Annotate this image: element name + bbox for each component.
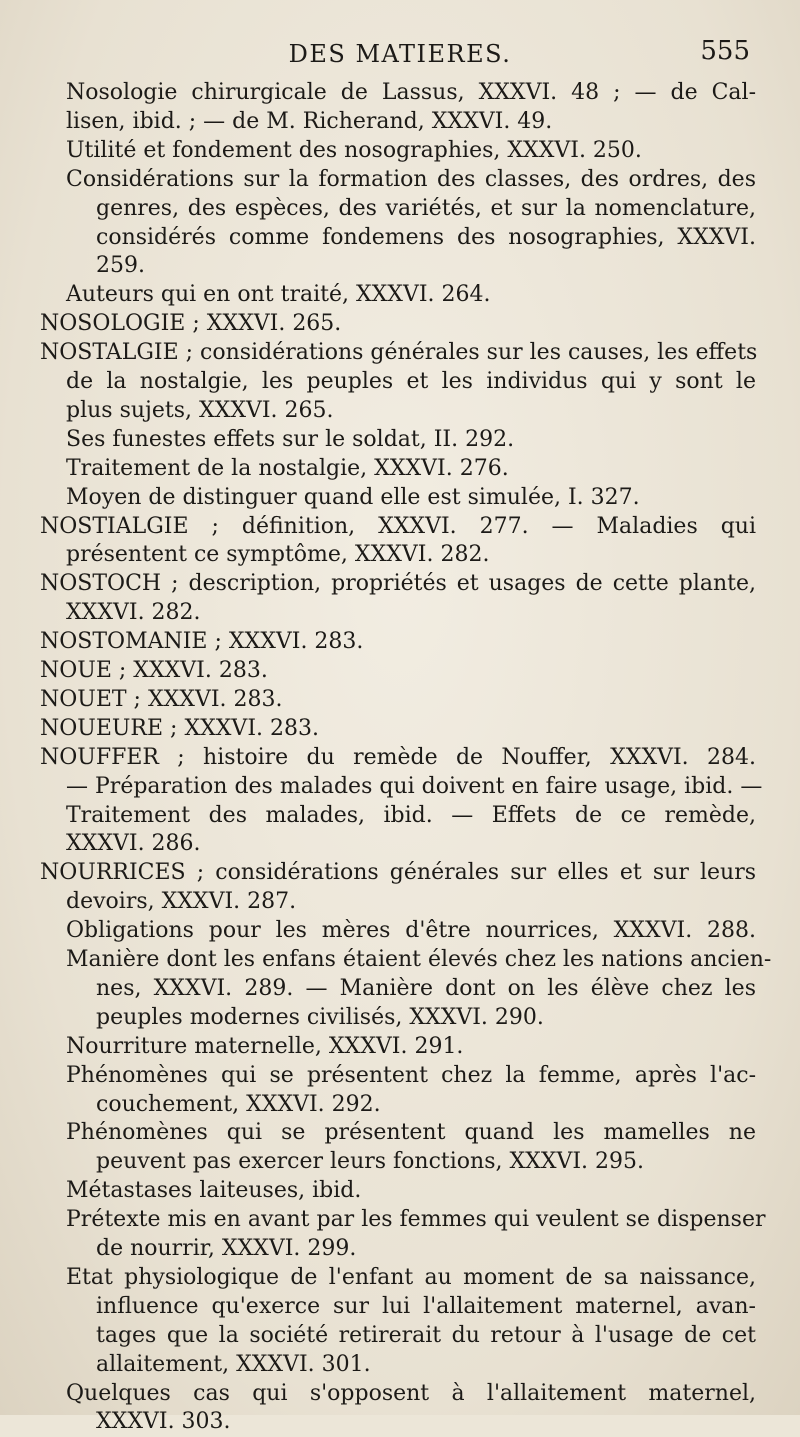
index-line: XXXVI. 282. — [66, 600, 201, 626]
index-line: — Préparation des malades qui doivent en faire usage, ibid. — — [66, 773, 763, 799]
index-line: Traitement de la nostalgie, XXXVI. 276. — [66, 455, 509, 481]
index-line: Prétexte mis en avant par les femmes qui veulent se dispenser — [66, 1207, 766, 1233]
index-line: considérés comme fondemens des nosographies, XXXVI. — [96, 224, 756, 250]
index-line: Nosologie chirurgicale de Lassus, XXXVI. 48 ; — de Cal- — [66, 80, 756, 105]
index-line: couchement, XXXVI. 292. — [96, 1091, 381, 1117]
index-line: Etat physiologique de l'enfant au moment de sa naissance, — [66, 1264, 756, 1290]
page-number: 555 — [700, 36, 750, 66]
index-line: Quelques cas qui s'opposent à l'allaitement maternel, — [66, 1380, 756, 1406]
index-line: Utilité et fondement des nosographies, XXXVI. 250. — [66, 137, 642, 163]
index-line: NOUEURE ; XXXVI. 283. — [40, 715, 319, 741]
index-line: NOSTIALGIE ; définition, XXXVI. 277. — Maladies qui — [40, 513, 756, 539]
index-line: NOUFFER ; histoire du remède de Nouffer, XXXVI. 284. — [40, 744, 756, 770]
index-line: Phénomènes qui se présentent chez la femme, après l'ac- — [66, 1062, 756, 1088]
index-line: de la nostalgie, les peuples et les individus qui y sont le — [66, 369, 756, 394]
index-line: plus sujets, XXXVI. 265. — [66, 397, 334, 423]
index-line: NOSTOCH ; description, propriétés et usages de cette plante, — [40, 571, 756, 597]
index-line: Phénomènes qui se présentent quand les mamelles ne — [66, 1120, 756, 1146]
index-line: XXXVI. 303. — [96, 1409, 231, 1435]
index-line: NOSTOMANIE ; XXXVI. 283. — [40, 629, 364, 655]
index-line: devoirs, XXXVI. 287. — [66, 889, 297, 915]
index-line: Considérations sur la formation des classes, des ordres, des — [66, 166, 756, 192]
index-line: NOURRICES ; considérations générales sur elles et sur leurs — [40, 860, 756, 886]
index-line: 259. — [96, 253, 145, 279]
index-line: Nourriture maternelle, XXXVI. 291. — [66, 1033, 464, 1059]
index-line: Obligations pour les mères d'être nourrices, XXXVI. 288. — [66, 918, 756, 944]
index-line: peuples modernes civilisés, XXXVI. 290. — [96, 1004, 544, 1030]
index-line: peuvent pas exercer leurs fonctions, XXXVI. 295. — [96, 1149, 645, 1175]
index-line: NOSOLOGIE ; XXXVI. 265. — [40, 311, 342, 337]
index-line: Traitement des malades, ibid. — Effets de ce remède, — [66, 802, 756, 828]
index-line: lisen, ibid. ; — de M. Richerand, XXXVI. 49. — [66, 108, 553, 134]
index-line: nes, XXXVI. 289. — Manière dont on les élève chez les — [96, 975, 756, 1001]
index-line: Auteurs qui en ont traité, XXXVI. 264. — [66, 282, 491, 308]
index-line: Ses funestes effets sur le soldat, II. 292. — [66, 426, 515, 452]
index-line: NOUET ; XXXVI. 283. — [40, 686, 283, 712]
index-line: tages que la société retirerait du retour à l'usage de cet — [96, 1322, 756, 1348]
running-head — [0, 36, 800, 76]
index-line: genres, des espèces, des variétés, et sur la nomenclature, — [96, 195, 756, 221]
index-line: NOUE ; XXXVI. 283. — [40, 658, 268, 683]
index-line: de nourrir, XXXVI. 299. — [96, 1236, 357, 1261]
index-line: allaitement, XXXVI. 301. — [96, 1351, 371, 1377]
page-title: DES MATIERES. — [288, 40, 512, 68]
index-line: NOSTALGIE ; considérations générales sur les causes, les effets — [40, 340, 758, 366]
index-line: XXXVI. 286. — [66, 831, 201, 857]
index-line: Métastases laiteuses, ibid. — [66, 1178, 362, 1204]
index-line: présentent ce symptôme, XXXVI. 282. — [66, 542, 490, 568]
index-line: Manière dont les enfans étaient élevés chez les nations ancien- — [66, 947, 772, 972]
index-line: Moyen de distinguer quand elle est simulée, I. 327. — [66, 484, 640, 510]
index-line: influence qu'exerce sur lui l'allaitement maternel, avan- — [96, 1293, 756, 1319]
